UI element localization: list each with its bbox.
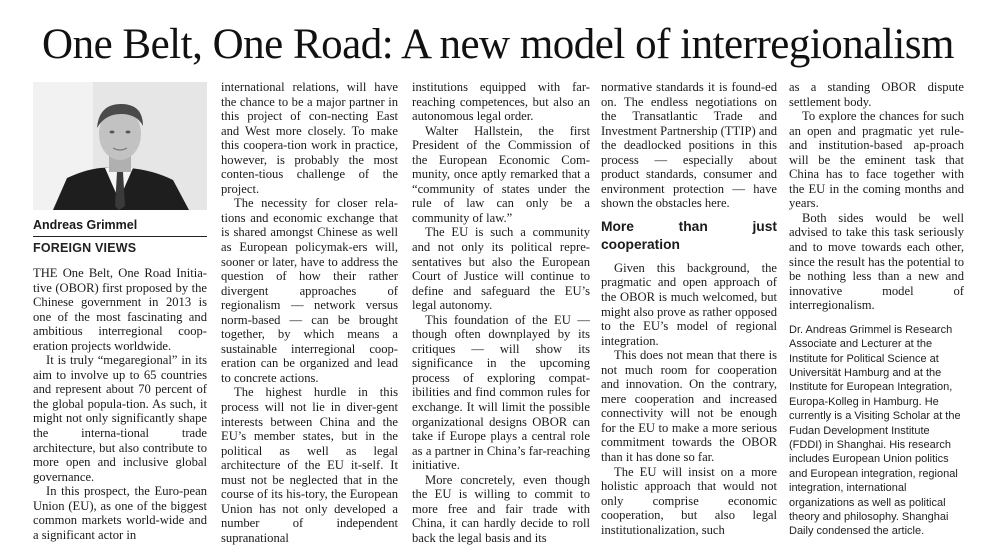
paragraph: This does not mean that there is not much room for cooperation and innovation. On the contrary, mere cooperation and increased connectivity will not be enough for the EU to make a more serious commitment towards the OBOR than it has done so far. [601,348,777,465]
author-bio: Dr. Andreas Grimmel is Research Associate and Lecturer at the Institute for Political Science at Universität Hamburg and at the Institute for European Integration, Europa-Kolleg in Hamburg. He currently is a Visiting Scholar at the Fudan Development Institute (FDDI) in Shanghai. His research includes European Union politics and European integration, regional integration, international organizations as well as political theory and philosophy. Shanghai Daily condensed the article. [789,323,961,538]
column-4 [601,80,777,537]
paragraph: institutions equipped with far-reaching competences, but also an autonomous legal order. [412,80,590,124]
paragraph: Both sides would be well advised to take this task seriously and to move towards each other, since the result has the potential to be nothing less than a new and innovative model of interregionalism. [789,210,964,313]
column-2 [221,80,398,546]
paragraph: It is truly “megaregional” in its aim to involve up to 65 countries and represent about 70 percent of the global popula-tion. As such, it might not only significantly shape the interna-tional trade architecture, but also contribute to more open and inclusive global governance. [33,353,207,484]
column-5 [789,80,964,539]
paragraph: as a standing OBOR dispute settlement body. [789,80,964,109]
section-divider [33,236,207,237]
column-3 [412,80,590,546]
section-label: FOREIGN VIEWS [33,241,137,255]
article-headline: One Belt, One Road: A new model of interregionalism [42,21,954,68]
paragraph: Given this background, the pragmatic and open approach of the OBOR is much welcomed, but might also prove as rather opposed to the EU’s model of regional integration. [601,260,777,348]
paragraph: THE One Belt, One Road Initia-tive (OBOR) first proposed by the Chinese government in 2013 is one of the most fascinating and ambitious interregional coop-eration projects worldwide. [33,266,207,353]
paragraph: The EU is such a community and not only its political repre-sentatives but also the European Court of Justice will continue to define and safeguard the EU’s legal autonomy. [412,225,590,313]
author-byline: Andreas Grimmel [33,218,138,232]
author-photo [33,82,207,210]
paragraph: The EU will insist on a more holistic approach that would not only comprise economic cooperation, but also legal institutionalization, such [601,464,777,537]
paragraph: normative standards it is found-ed on. The endless negotiations on the Transatlantic Trade and Investment Partnership (TTIP) and the deadlocked positions in this process — especially about product standards, consumer and environment protection — have shown the obstacles here. [601,80,777,211]
paragraph: To explore the chances for such an open and pragmatic yet rule- and institution-based ap-proach will be the eminent task that China has to face together with the EU in the coming months and years. [789,109,964,211]
paragraph: In this prospect, the Euro-pean Union (EU), as one of the biggest common markets world-wide and a significant actor in [33,484,207,542]
paragraph: The necessity for closer rela-tions and economic exchange that is shared amongst Chinese as well as European policymak-ers will, sooner or later, have to address the question of how their rather divergent approaches of regionalism — network versus norm-based — can be brought together, by which means a sustainable interregional coop-eration can be organized and lead to concrete actions. [221,196,398,385]
paragraph: More concretely, even though the EU is willing to commit to more free and fair trade with China, it can hardly decide to roll back the legal basis and its [412,472,590,545]
column-1 [33,82,207,542]
paragraph: The highest hurdle in this process will not lie in diver-gent interests between China and the EU’s member states, but in the political as well as legal architecture of the EU it-self. It must not be neglected that in the course of its his-tory, the European Union has not only developed a number of independent supranational [221,385,398,545]
paragraph: Walter Hallstein, the first President of the Commission of the European Economic Com-munity, once aptly remarked that a “community of states under the rule of law can only be a community of law.” [412,123,590,225]
paragraph: This foundation of the EU — though often downplayed by its critiques — will show its significance in the upcoming process of exploring compat-ibilities and find common rules for exchange. It will limit the possible organizational designs OBOR can take if Europe plays a central role as a partner in China’s far-reaching initiative. [412,312,590,473]
subheading: More than just cooperation [601,218,777,252]
paragraph: international relations, will have the chance to be a major partner in this project of con-necting East and West more closely. To make this coopera-tion work in practice, however, is probably the most conten-tious challenge of the project. [221,80,398,196]
